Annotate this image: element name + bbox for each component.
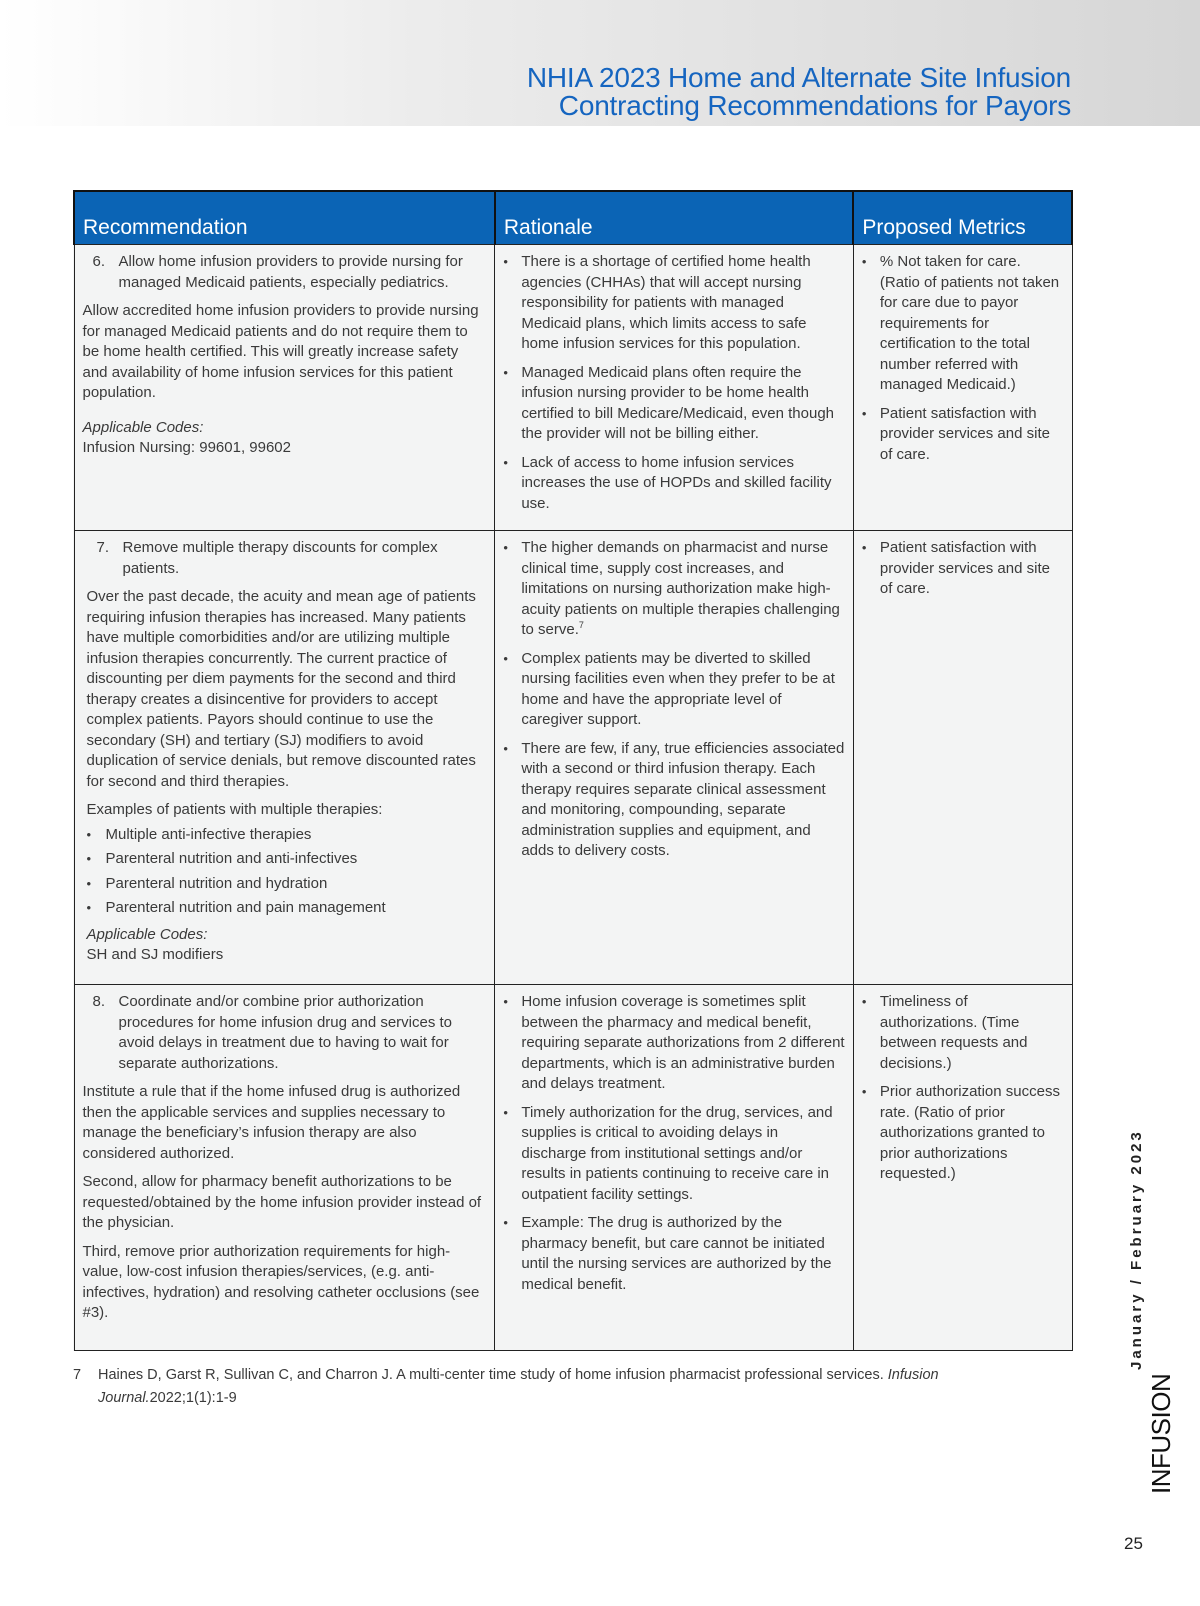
- column-header-rationale: Rationale: [495, 191, 854, 245]
- recommendation-number: 8.: [92, 993, 106, 1010]
- footnote-citation: 2022;1(1):1-9: [149, 1390, 237, 1406]
- recommendation-cell: [74, 531, 495, 985]
- metrics-cell: [853, 985, 1072, 1351]
- recommendation-paragraph: Institute a rule that if the home infused drug is authorized then the applicable services and supplies necessary to manage the beneficiary’s infusion therapy are also considered authorized.: [82, 1083, 461, 1162]
- applicable-codes-label: Applicable Codes:: [86, 925, 208, 943]
- table-header-row: [74, 191, 1072, 245]
- applicable-codes: SH and SJ modifiers: [86, 946, 224, 963]
- table-row: [74, 531, 1072, 985]
- table-row: [74, 245, 1072, 531]
- footnote: [73, 1364, 1023, 1410]
- table-row: [74, 985, 1072, 1351]
- rationale-cell: [495, 531, 854, 985]
- column-header-proposed-metrics: Proposed Metrics: [853, 191, 1072, 245]
- recommendations-table: [73, 190, 1073, 1351]
- footnote-number: 7: [73, 1367, 82, 1383]
- recommendation-heading: [83, 252, 487, 293]
- example-item: • Parenteral nutrition and hydration: [87, 874, 487, 895]
- column-header-recommendation: Recommendation: [74, 191, 495, 245]
- recommendation-title: Coordinate and/or combine prior authorization procedures for home infusion drug and services to avoid delays in treatment due to having to wait for separate authorizations.: [118, 993, 453, 1072]
- recommendation-paragraph: Second, allow for pharmacy benefit authorizations to be requested/obtained by the home infusion provider instead of the physician.: [82, 1173, 482, 1231]
- metric-item: • Timeliness of authorizations. (Time between requests and decisions.): [862, 992, 1064, 1074]
- example-item: • Parenteral nutrition and anti-infectives: [87, 849, 487, 870]
- rationale-item: • Home infusion coverage is sometimes split between the pharmacy and medical benefit, requiring separate authorizations from 2 different departments, which is an administrative burden and delays treatment.: [503, 992, 845, 1095]
- rationale-item: • Managed Medicaid plans often require the infusion nursing provider to be home health certified to bill Medicare/Medicaid, even though the provider will not be billing either.: [503, 363, 845, 445]
- example-item: • Multiple anti-infective therapies: [87, 825, 487, 846]
- metrics-cell: [853, 531, 1072, 985]
- issue-date: January / February 2023: [1128, 1129, 1145, 1370]
- recommendation-heading: [87, 538, 487, 579]
- recommendation-cell: [74, 245, 495, 531]
- footnote-ref: 7: [578, 620, 584, 630]
- applicable-codes: Infusion Nursing: 99601, 99602: [82, 439, 291, 456]
- rationale-item: • Example: The drug is authorized by the pharmacy benefit, but care cannot be initiated until the nursing services are authorized by the medical benefit.: [503, 1213, 845, 1295]
- metrics-cell: [853, 245, 1072, 531]
- infusion-logo: INFUSION: [1146, 1373, 1176, 1494]
- examples-intro: Examples of patients with multiple therapies:: [86, 801, 383, 818]
- metric-item: • Prior authorization success rate. (Ratio of prior authorizations granted to prior authorizations requested.): [862, 1082, 1064, 1185]
- recommendation-title: Remove multiple therapy discounts for complex patients.: [122, 539, 438, 577]
- rationale-cell: [495, 245, 854, 531]
- rationale-cell: [495, 985, 854, 1351]
- rationale-item: • Timely authorization for the drug, services, and supplies is critical to avoiding delays in discharge from institutional settings and/or results in patients continuing to receive care in outpatient facility settings.: [503, 1103, 845, 1206]
- page-number: 25: [1124, 1534, 1143, 1553]
- recommendation-paragraph: Third, remove prior authorization requirements for high-value, low-cost infusion therapies/services, (e.g. anti-infectives, hydration) and resolving catheter occlusions (see #3).: [82, 1242, 480, 1321]
- page-title-line-2: Contracting Recommendations for Payors: [558, 90, 1071, 121]
- footnote-text: Haines D, Garst R, Sullivan C, and Charron J. A multi-center time study of home infusion pharmacist professional services.: [98, 1367, 884, 1383]
- rationale-item: • There are few, if any, true efficiencies associated with a second or third infusion therapy. Each therapy requires separate clinical assessment and monitoring, compounding, separate administration supplies and equipment, and adds to delivery costs.: [503, 739, 845, 862]
- recommendation-title: Allow home infusion providers to provide nursing for managed Medicaid patients, especially pediatrics.: [118, 253, 463, 291]
- metric-item: • Patient satisfaction with provider services and site of care.: [862, 404, 1064, 466]
- examples-list: [87, 825, 487, 919]
- page-title: [527, 64, 1071, 120]
- rationale-item: • There is a shortage of certified home health agencies (CHHAs) that will accept nursing responsibility for patients with managed Medicaid plans, which limits access to safe home infusion services for this population.: [503, 252, 845, 355]
- recommendation-cell: [74, 985, 495, 1351]
- recommendation-number: 6.: [92, 253, 106, 270]
- footnote-journal: Infusion Journal.: [98, 1367, 939, 1406]
- page-title-line-1: NHIA 2023 Home and Alternate Site Infusion: [526, 62, 1071, 93]
- example-item: • Parenteral nutrition and pain management: [87, 898, 487, 919]
- recommendation-paragraph: Allow accredited home infusion providers to provide nursing for managed Medicaid patients and do not require them to be home health certified. This will greatly increase safety and availability of home infusion services for this patient population.: [82, 302, 479, 401]
- recommendation-number: 7.: [96, 539, 110, 556]
- rationale-item: • Lack of access to home infusion services increases the use of HOPDs and skilled facility use.: [503, 453, 845, 515]
- applicable-codes-label: Applicable Codes:: [82, 418, 204, 436]
- metric-item: • % Not taken for care. (Ratio of patients not taken for care due to payor requirements for certification to the total number referred with managed Medicaid.): [862, 252, 1064, 396]
- rationale-item: • Complex patients may be diverted to skilled nursing facilities even when they prefer to be at home and have the appropriate level of caregiver support.: [503, 649, 845, 731]
- rationale-text: The higher demands on pharmacist and nurse clinical time, supply cost increases, and limitations on nursing authorization make high-acuity patients on multiple therapies challenging to serve.: [521, 539, 840, 638]
- recommendation-paragraph: Over the past decade, the acuity and mean age of patients requiring infusion therapies has increased. Many patients have multiple comorbidities and/or are utilizing multiple infusion therapies concurrently. The current practice of discounting per diem payments for the second and third therapy creates a disincentive for providers to accept complex patients. Payors should continue to use the secondary (SH) and tertiary (SJ) modifiers to avoid duplication of service denials, but remove discounted rates for second and third therapies.: [86, 588, 476, 790]
- metric-item: • Patient satisfaction with provider services and site of care.: [862, 538, 1064, 600]
- recommendation-heading: [83, 992, 487, 1074]
- rationale-item: [503, 538, 845, 641]
